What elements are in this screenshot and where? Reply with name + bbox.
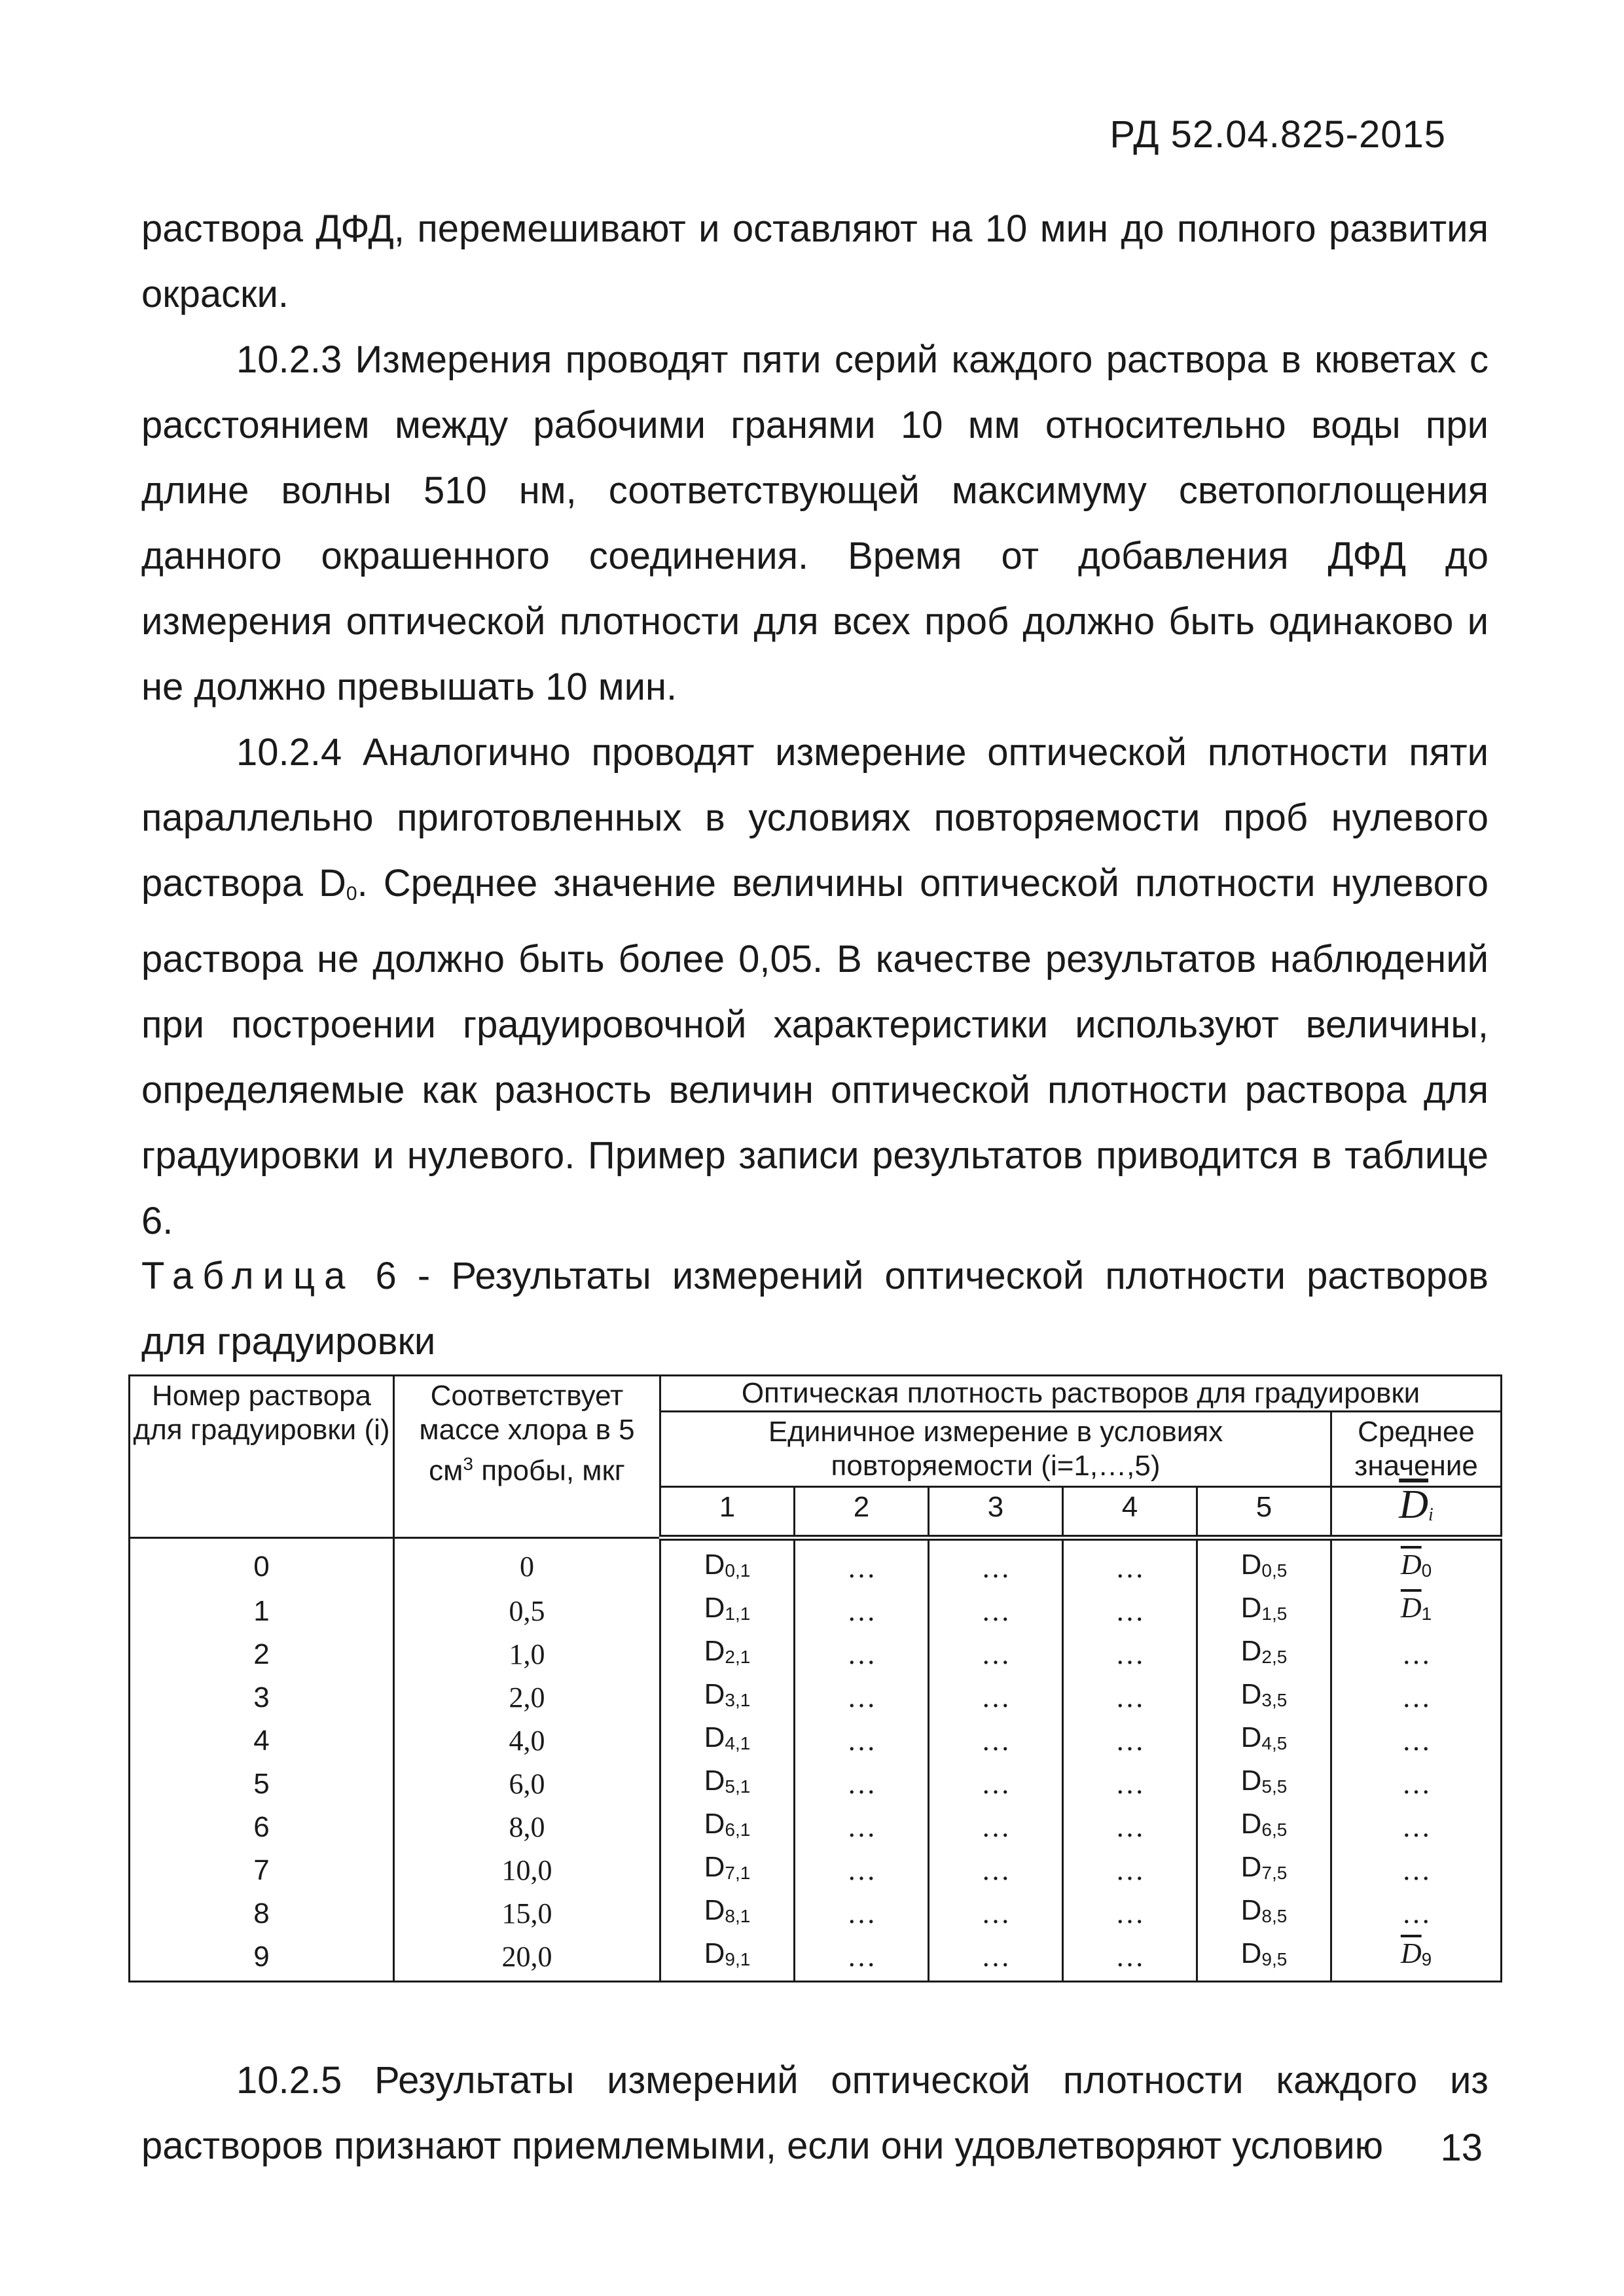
d-symbol: D — [704, 1808, 725, 1840]
cell-measurement-3: … — [929, 1719, 1063, 1762]
d-symbol: D — [1240, 1721, 1262, 1753]
d-subscript: 5,1 — [725, 1776, 751, 1797]
d-subscript: 6,5 — [1261, 1820, 1288, 1840]
header-optical-density: Оптическая плотность растворов для градуировки — [660, 1376, 1502, 1412]
d-subscript: 3,1 — [725, 1690, 751, 1710]
mean-symbol: $\overline{D}$ — [1399, 1482, 1429, 1527]
cell-measurement-5 — [1197, 1805, 1331, 1848]
cell-measurement-3: … — [929, 1589, 1063, 1632]
cell-chlorine-mass: 1,0 — [394, 1632, 660, 1676]
cell-measurement-4: … — [1063, 1589, 1197, 1632]
d-symbol: D — [704, 1678, 725, 1710]
table-caption-text: - Результаты измерений оптической плотности растворов для градуировки — [141, 1255, 1489, 1363]
cell-measurement-4: … — [1063, 1632, 1197, 1676]
d-symbol: D — [1240, 1894, 1262, 1926]
d-symbol: D — [1240, 1678, 1262, 1710]
table-row — [130, 1589, 1502, 1632]
cell-solution-number: 5 — [130, 1762, 394, 1805]
header-measurement-3: 3 — [929, 1487, 1063, 1538]
cell-chlorine-mass: 8,0 — [394, 1805, 660, 1848]
d-subscript: 9,1 — [725, 1949, 751, 1969]
cell-measurement-5 — [1197, 1589, 1331, 1632]
cell-solution-number: 2 — [130, 1632, 394, 1676]
cell-measurement-2: … — [795, 1632, 929, 1676]
cell-measurement-3: … — [929, 1538, 1063, 1590]
header-measurement-5: 5 — [1197, 1487, 1331, 1538]
cell-measurement-3: … — [929, 1762, 1063, 1805]
table-row — [130, 1848, 1502, 1892]
cell-mean: … — [1331, 1892, 1502, 1935]
d-symbol: D — [704, 1635, 725, 1667]
d-subscript: 2,1 — [725, 1647, 751, 1667]
cell-chlorine-mass: 10,0 — [394, 1848, 660, 1892]
d-subscript: 9,5 — [1261, 1949, 1288, 1969]
cell-measurement-4: … — [1063, 1892, 1197, 1935]
paragraph-continuation: раствора ДФД, перемешивают и оставляют на 10 мин до полного развития окраски. — [141, 207, 1489, 315]
paragraph-10-2-4-part-b: . Среднее значение величины оптической плотности нулевого раствора не должно быть более 0,05. В качестве результатов наблюдений при построении градуировочной характеристики используют величины, определяемые как разность величин оптической плотности раствора для градуировки и нулевого. Пример записи результатов приводится в таблице 6. — [141, 862, 1489, 1242]
cell-measurement-2: … — [795, 1935, 929, 1982]
cell-chlorine-mass: 2,0 — [394, 1676, 660, 1719]
cell-chlorine-mass: 6,0 — [394, 1762, 660, 1805]
d-symbol: D — [1240, 1765, 1262, 1797]
cell-solution-number: 0 — [130, 1538, 394, 1590]
cell-solution-number: 3 — [130, 1676, 394, 1719]
cell-measurement-1 — [660, 1538, 795, 1590]
d-subscript: 8,1 — [725, 1906, 751, 1926]
cell-measurement-3: … — [929, 1892, 1063, 1935]
cell-measurement-3: … — [929, 1935, 1063, 1982]
cell-solution-number: 1 — [130, 1589, 394, 1632]
cell-solution-number: 4 — [130, 1719, 394, 1762]
table-row — [130, 1762, 1502, 1805]
cell-measurement-1 — [660, 1935, 795, 1982]
table-row — [130, 1676, 1502, 1719]
header-measurement-2: 2 — [795, 1487, 929, 1538]
cell-mean: … — [1331, 1676, 1502, 1719]
header-single-measurement: Единичное измерение в условиях повторяемости (i=1,…,5) — [660, 1412, 1331, 1487]
d-symbol: D — [1240, 1937, 1262, 1969]
cell-mean — [1331, 1538, 1502, 1590]
d-subscript: 0,1 — [725, 1560, 751, 1581]
cell-measurement-2: … — [795, 1589, 929, 1632]
mean-d-subscript: 9 — [1421, 1949, 1432, 1969]
cell-measurement-4: … — [1063, 1762, 1197, 1805]
d-subscript: 7,1 — [725, 1863, 751, 1883]
cell-chlorine-mass: 4,0 — [394, 1719, 660, 1762]
header-chlorine-mass-a: Соответствует массе хлора в 5 см — [419, 1380, 635, 1487]
cell-measurement-5 — [1197, 1848, 1331, 1892]
cell-measurement-4: … — [1063, 1676, 1197, 1719]
cell-measurement-5 — [1197, 1719, 1331, 1762]
cell-chlorine-mass: 0 — [394, 1538, 660, 1590]
cell-measurement-5 — [1197, 1676, 1331, 1719]
d-subscript: 1,5 — [1261, 1604, 1288, 1624]
paragraph-10-2-4-part-a: 10.2.4 Аналогично проводят измерение оптической плотности пяти параллельно приготовленных в условиях повторяемости проб нулевого раствора D — [141, 731, 1489, 905]
cell-measurement-1 — [660, 1589, 795, 1632]
cell-mean — [1331, 1589, 1502, 1632]
d-symbol: D — [1240, 1635, 1262, 1667]
mean-d-subscript: 1 — [1421, 1604, 1432, 1624]
table-caption-number: 6 — [375, 1255, 397, 1297]
page-number: 13 — [1440, 2126, 1483, 2169]
cell-measurement-2: … — [795, 1719, 929, 1762]
d-symbol: D — [704, 1851, 725, 1883]
d-symbol: D — [1240, 1592, 1262, 1624]
cell-measurement-1 — [660, 1676, 795, 1719]
mean-d-symbol: $\overline{D}$ — [1400, 1937, 1422, 1969]
cell-measurement-5 — [1197, 1632, 1331, 1676]
mean-d-symbol: $\overline{D}$ — [1400, 1549, 1422, 1581]
cell-measurement-1 — [660, 1892, 795, 1935]
d-subscript: 8,5 — [1261, 1906, 1288, 1926]
paragraph-10-2-3: 10.2.3 Измерения проводят пяти серий каждого раствора в кюветах с расстоянием между рабочими гранями 10 мм относительно воды при длине волны 510 нм, соответствующей максимуму светопоглощения данного окрашенного соединения. Время от добавления ДФД до измерения оптической плотности для всех проб должно быть одинаково и не должно превышать 10 мин. — [141, 338, 1489, 708]
header-measurement-4: 4 — [1063, 1487, 1197, 1538]
table-caption-label: Таблица — [141, 1255, 355, 1297]
cell-measurement-1 — [660, 1805, 795, 1848]
cell-measurement-1 — [660, 1719, 795, 1762]
table-row — [130, 1632, 1502, 1676]
table-row — [130, 1719, 1502, 1762]
d-subscript: 0,5 — [1261, 1560, 1288, 1581]
table-caption — [141, 1244, 1489, 1374]
cell-mean: … — [1331, 1632, 1502, 1676]
cell-measurement-3: … — [929, 1805, 1063, 1848]
results-table — [128, 1374, 1502, 1982]
d-subscript: 1,1 — [725, 1604, 751, 1624]
zero-solution-subscript: 0 — [346, 883, 357, 905]
cell-measurement-2: … — [795, 1538, 929, 1590]
cell-chlorine-mass: 15,0 — [394, 1892, 660, 1935]
cell-measurement-1 — [660, 1762, 795, 1805]
header-chlorine-mass-sup: 3 — [463, 1454, 473, 1474]
d-symbol: D — [704, 1765, 725, 1797]
header-chlorine-mass — [394, 1376, 660, 1538]
cell-measurement-3: … — [929, 1676, 1063, 1719]
table-body — [130, 1538, 1502, 1982]
cell-mean: … — [1331, 1719, 1502, 1762]
cell-measurement-4: … — [1063, 1935, 1197, 1982]
cell-measurement-2: … — [795, 1848, 929, 1892]
d-symbol: D — [1240, 1851, 1262, 1883]
cell-chlorine-mass: 20,0 — [394, 1935, 660, 1982]
mean-symbol-sub: i — [1428, 1505, 1434, 1525]
cell-mean — [1331, 1935, 1502, 1982]
mean-d-subscript: 0 — [1421, 1560, 1432, 1581]
d-symbol: D — [1240, 1549, 1262, 1581]
cell-measurement-3: … — [929, 1848, 1063, 1892]
cell-solution-number: 7 — [130, 1848, 394, 1892]
cell-solution-number: 6 — [130, 1805, 394, 1848]
d-subscript: 4,1 — [725, 1733, 751, 1753]
cell-measurement-5 — [1197, 1935, 1331, 1982]
d-subscript: 5,5 — [1261, 1776, 1288, 1797]
cell-mean: … — [1331, 1805, 1502, 1848]
header-mean-symbol — [1331, 1482, 1502, 1538]
cell-measurement-2: … — [795, 1892, 929, 1935]
header-solution-number: Номер раствора для градуировки (i) — [130, 1376, 394, 1538]
d-subscript: 7,5 — [1261, 1863, 1288, 1883]
cell-measurement-4: … — [1063, 1719, 1197, 1762]
cell-measurement-4: … — [1063, 1538, 1197, 1590]
cell-measurement-2: … — [795, 1676, 929, 1719]
table-row — [130, 1935, 1502, 1982]
cell-measurement-2: … — [795, 1762, 929, 1805]
mean-d-symbol: $\overline{D}$ — [1400, 1592, 1422, 1624]
d-subscript: 2,5 — [1261, 1647, 1288, 1667]
d-symbol: D — [1240, 1808, 1262, 1840]
d-subscript: 3,5 — [1261, 1690, 1288, 1710]
table-row — [130, 1892, 1502, 1935]
header-mean-value: Среднее значение — [1331, 1412, 1502, 1487]
paragraph-10-2-4 — [141, 720, 1489, 1254]
document-code: РД 52.04.825-2015 — [1110, 113, 1446, 156]
d-symbol: D — [704, 1592, 725, 1624]
header-chlorine-mass-b: пробы, мкг — [473, 1454, 625, 1487]
d-subscript: 4,5 — [1261, 1733, 1288, 1753]
paragraph-10-2-5: 10.2.5 Результаты измерений оптической плотности каждого из растворов признают приемлемыми, если они удовлетворяют условию — [141, 2059, 1489, 2167]
cell-measurement-1 — [660, 1632, 795, 1676]
cell-chlorine-mass: 0,5 — [394, 1589, 660, 1632]
cell-measurement-5 — [1197, 1892, 1331, 1935]
cell-measurement-1 — [660, 1848, 795, 1892]
cell-measurement-4: … — [1063, 1848, 1197, 1892]
cell-solution-number: 8 — [130, 1892, 394, 1935]
header-measurement-1: 1 — [660, 1487, 795, 1538]
cell-measurement-5 — [1197, 1538, 1331, 1590]
table-row — [130, 1805, 1502, 1848]
cell-measurement-2: … — [795, 1805, 929, 1848]
cell-measurement-5 — [1197, 1762, 1331, 1805]
d-symbol: D — [704, 1894, 725, 1926]
cell-measurement-4: … — [1063, 1805, 1197, 1848]
d-symbol: D — [704, 1549, 725, 1581]
table-row — [130, 1538, 1502, 1590]
d-symbol: D — [704, 1937, 725, 1969]
cell-solution-number: 9 — [130, 1935, 394, 1982]
cell-measurement-3: … — [929, 1632, 1063, 1676]
d-subscript: 6,1 — [725, 1820, 751, 1840]
cell-mean: … — [1331, 1848, 1502, 1892]
d-symbol: D — [704, 1721, 725, 1753]
cell-mean: … — [1331, 1762, 1502, 1805]
